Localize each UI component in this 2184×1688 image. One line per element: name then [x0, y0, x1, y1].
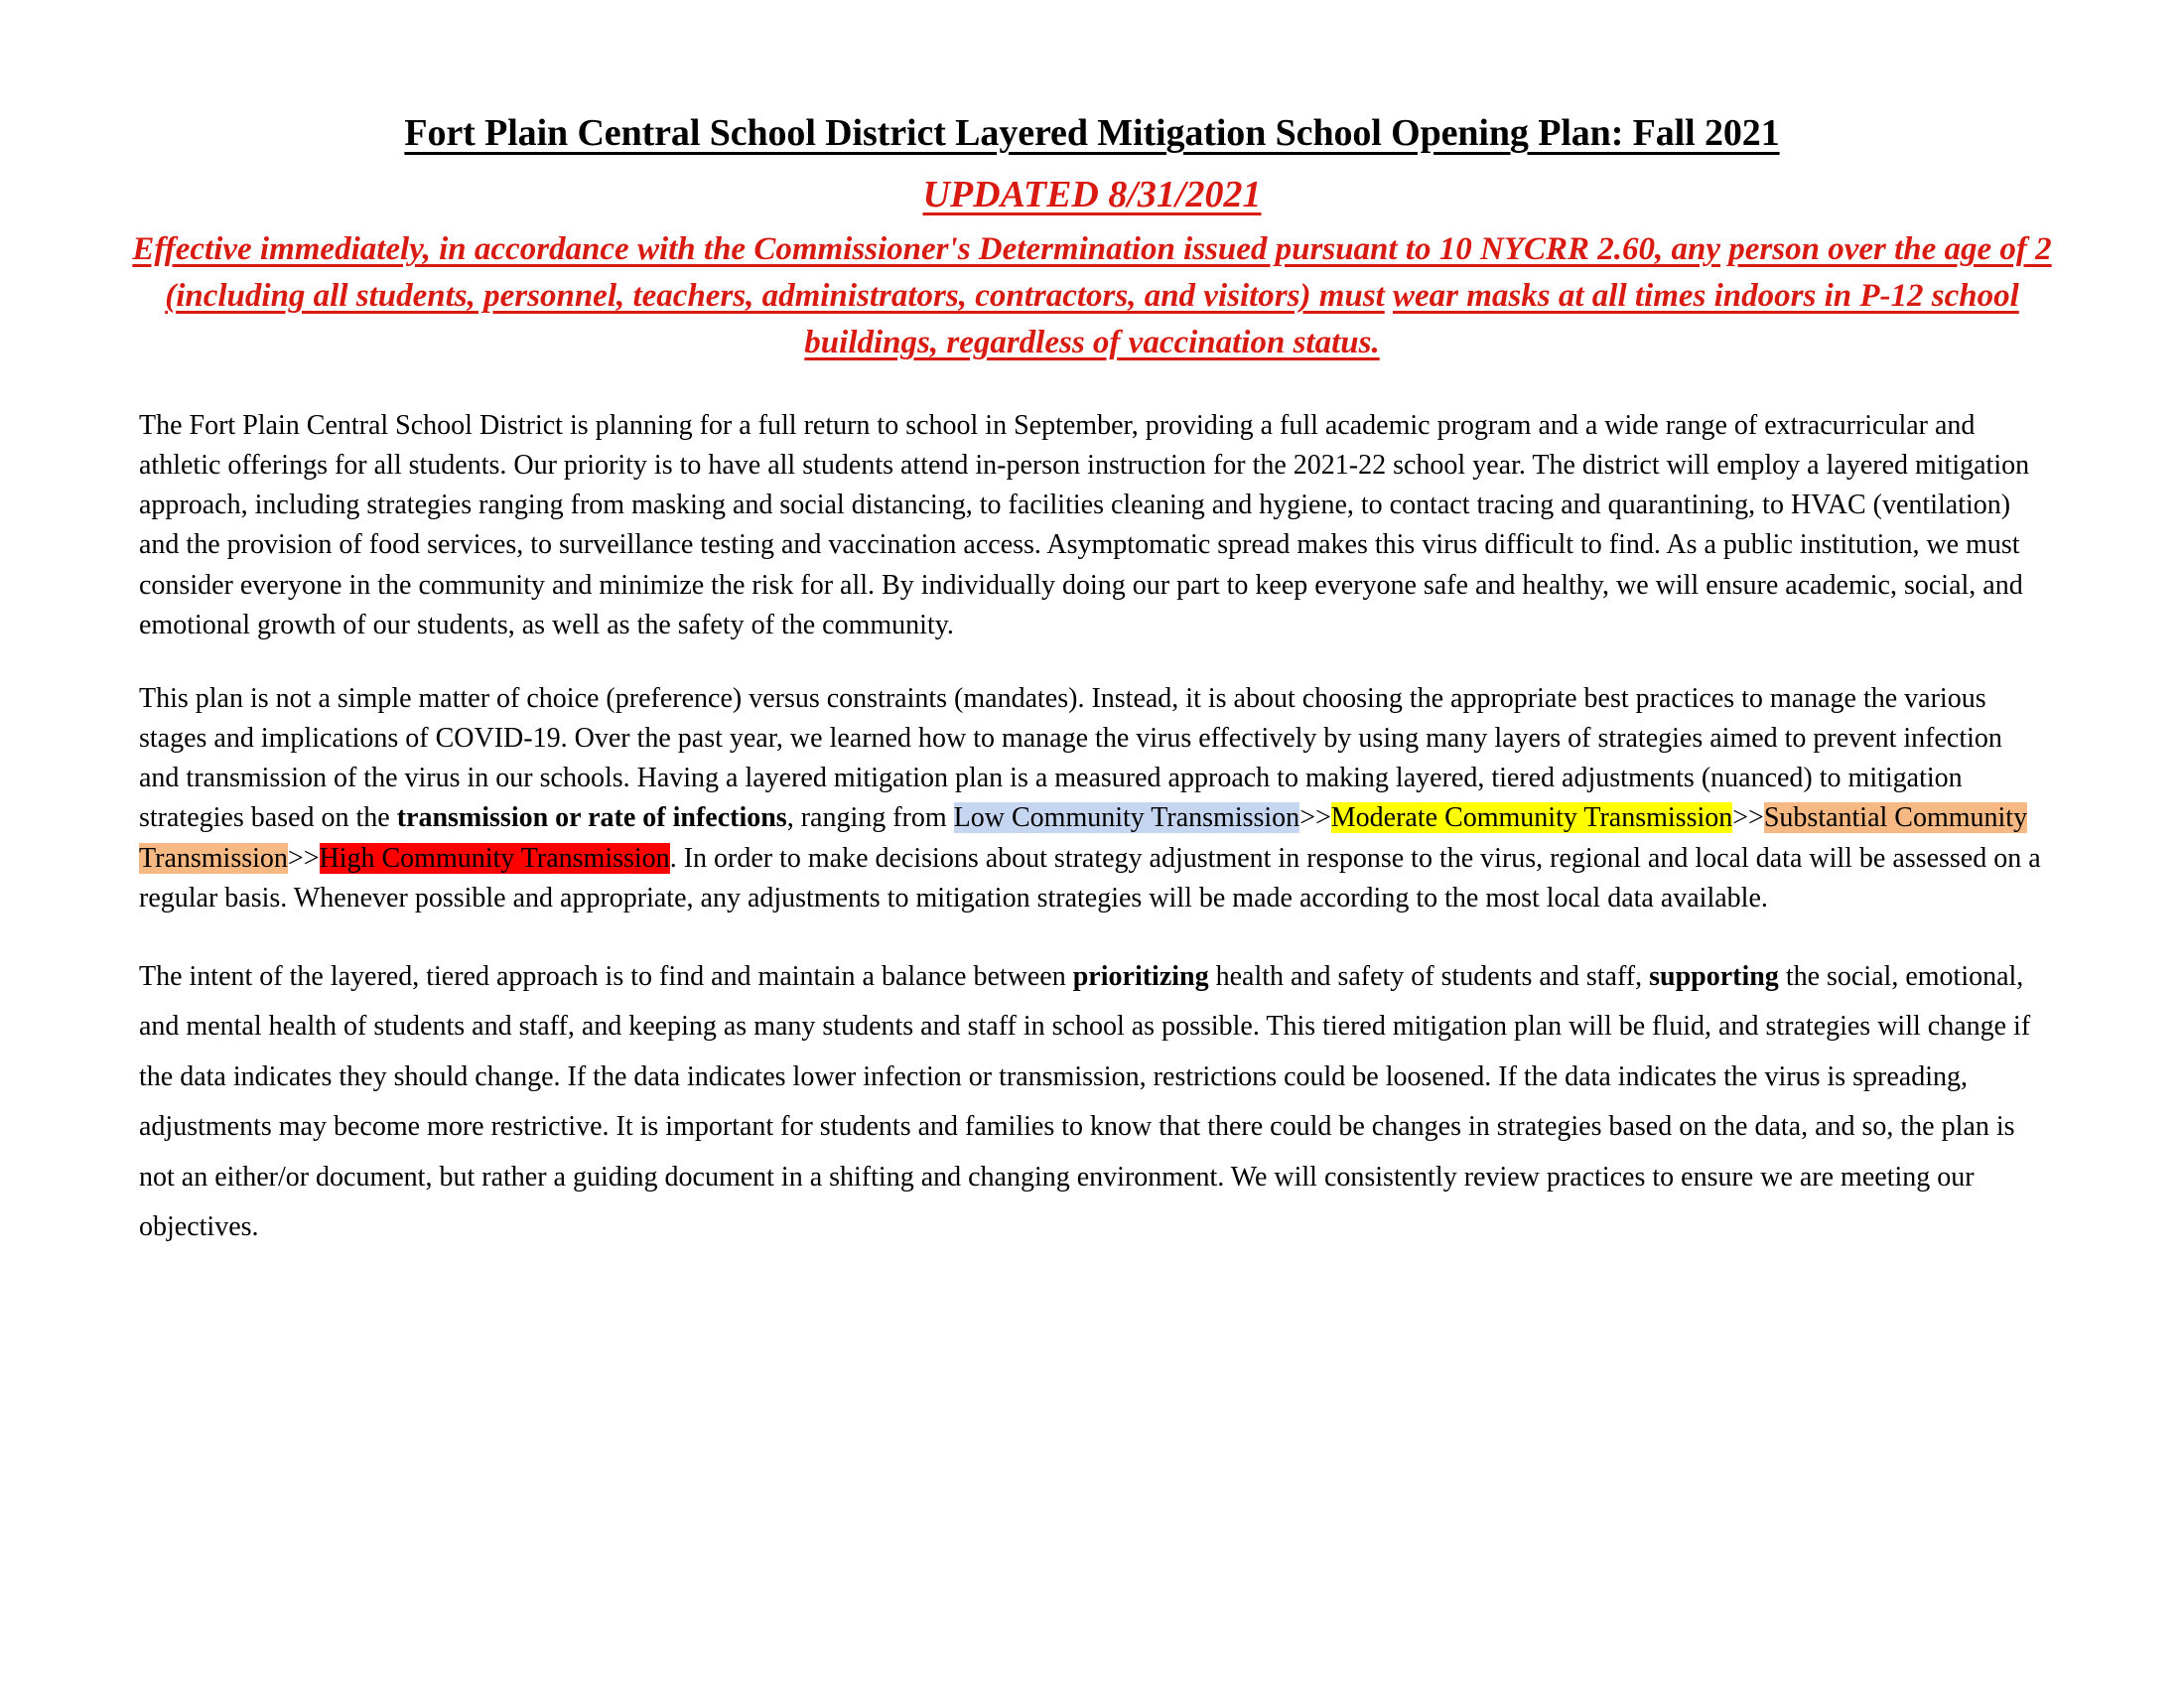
- paragraph-balance-intent: [139, 952, 2045, 1252]
- mask-mandate-notice: [0, 218, 2184, 366]
- highlight-high-community-transmission-part1: High: [319, 842, 382, 874]
- mandate-line-2: person over the age of 2 (including all students, personnel, teachers, administrators, contractors, and visitors) must: [165, 231, 2052, 315]
- highlight-moderate-community-transmission: Moderate Community Transmission: [1330, 802, 1733, 834]
- p2-bold-transmission-rate: transmission or rate of infections: [396, 802, 787, 834]
- p2-text-ranging-from: , ranging from: [786, 802, 954, 834]
- updated-date-text: UPDATED 8/31/2021: [922, 173, 1262, 215]
- mandate-line-3: wear masks at all times indoors in P-12 school buildings, regardless of vaccination status.: [804, 278, 2019, 361]
- p3-text-1: The intent of the layered, tiered approach is to find and maintain a balance between: [139, 960, 1073, 992]
- page-title-text: Fort Plain Central School District Layered Mitigation School Opening Plan: Fall 2021: [404, 112, 1780, 154]
- p3-bold-prioritizing: prioritizing: [1072, 960, 1209, 992]
- p3-text-2: health and safety of students and staff,: [1208, 960, 1650, 992]
- separator-arrows-1: >>: [1299, 802, 1331, 834]
- document-body: [0, 406, 2184, 1252]
- mandate-line-1: Effective immediately, in accordance with the Commissioner's Determination issued pursuant to 10 NYCRR 2.60, any: [132, 231, 1721, 268]
- highlight-high-community-transmission-part2: Community Transmission: [381, 842, 670, 874]
- paragraph-transmission-levels: [139, 679, 2045, 918]
- p2-text-before-bold: This plan is not a simple matter of choice (preference) versus constraints (mandates). Instead, it is about choosing the appropriate best practices to manage the various stages and implications of COVID-19. Over the past year, we learned how to manage the virus effectively by using many layers of strategies aimed to prevent infection and transmission of the virus in our schools. Having a layered mitigation plan is a measured approach to making layered, tiered adjustments (nuanced) to mitigation strategies based on the: [139, 682, 2002, 834]
- p3-bold-supporting: supporting: [1649, 960, 1779, 992]
- p2-text-after-highlights: . In order to make decisions about strategy adjustment in response to the virus, regional and local data will be assessed on a regular basis. Whenever possible and appropriate, any adjustments to mitigation strategies will be made according to the most local data available.: [139, 842, 2041, 914]
- separator-arrows-3: >>: [287, 842, 320, 874]
- highlight-low-community-transmission: Low Community Transmission: [953, 802, 1300, 834]
- paragraph-overview: The Fort Plain Central School District is planning for a full return to school in September, providing a full academic program and a wide range of extracurricular and athletic offerings for all students. Our priority is to have all students attend in-person instruction for the 2021-22 school year. The district will employ a layered mitigation approach, including strategies ranging from masking and social distancing, to facilities cleaning and hygiene, to contact tracing and quarantining, to HVAC (ventilation) and the provision of food services, to surveillance testing and vaccination access. Asymptomatic spread makes this virus difficult to find. As a public institution, we must consider everyone in the community and minimize the risk for all. By individually doing our part to keep everyone safe and healthy, we will ensure academic, social, and emotional growth of our students, as well as the safety of the community.: [139, 409, 2030, 640]
- p3-text-3: the social, emotional, and mental health of students and staff, and keeping as many students and staff in school as possible. This tiered mitigation plan will be fluid, and strategies will change if the data indicates they should change. If the data indicates lower infection or transmission, restrictions could be loosened. If the data indicates the virus is spreading, adjustments may become more restrictive. It is important for students and families to know that there could be changes in strategies based on the data, and so, the plan is not an either/or document, but rather a guiding document in a shifting and changing environment. We will consistently review practices to ensure we are meeting our objectives.: [139, 960, 2031, 1242]
- highlight-substantial-community-transmission: Substantial Community Transmission: [139, 802, 2028, 874]
- page-title: [0, 0, 2184, 156]
- updated-date-line: [0, 156, 2184, 219]
- separator-arrows-2: >>: [1732, 802, 1764, 834]
